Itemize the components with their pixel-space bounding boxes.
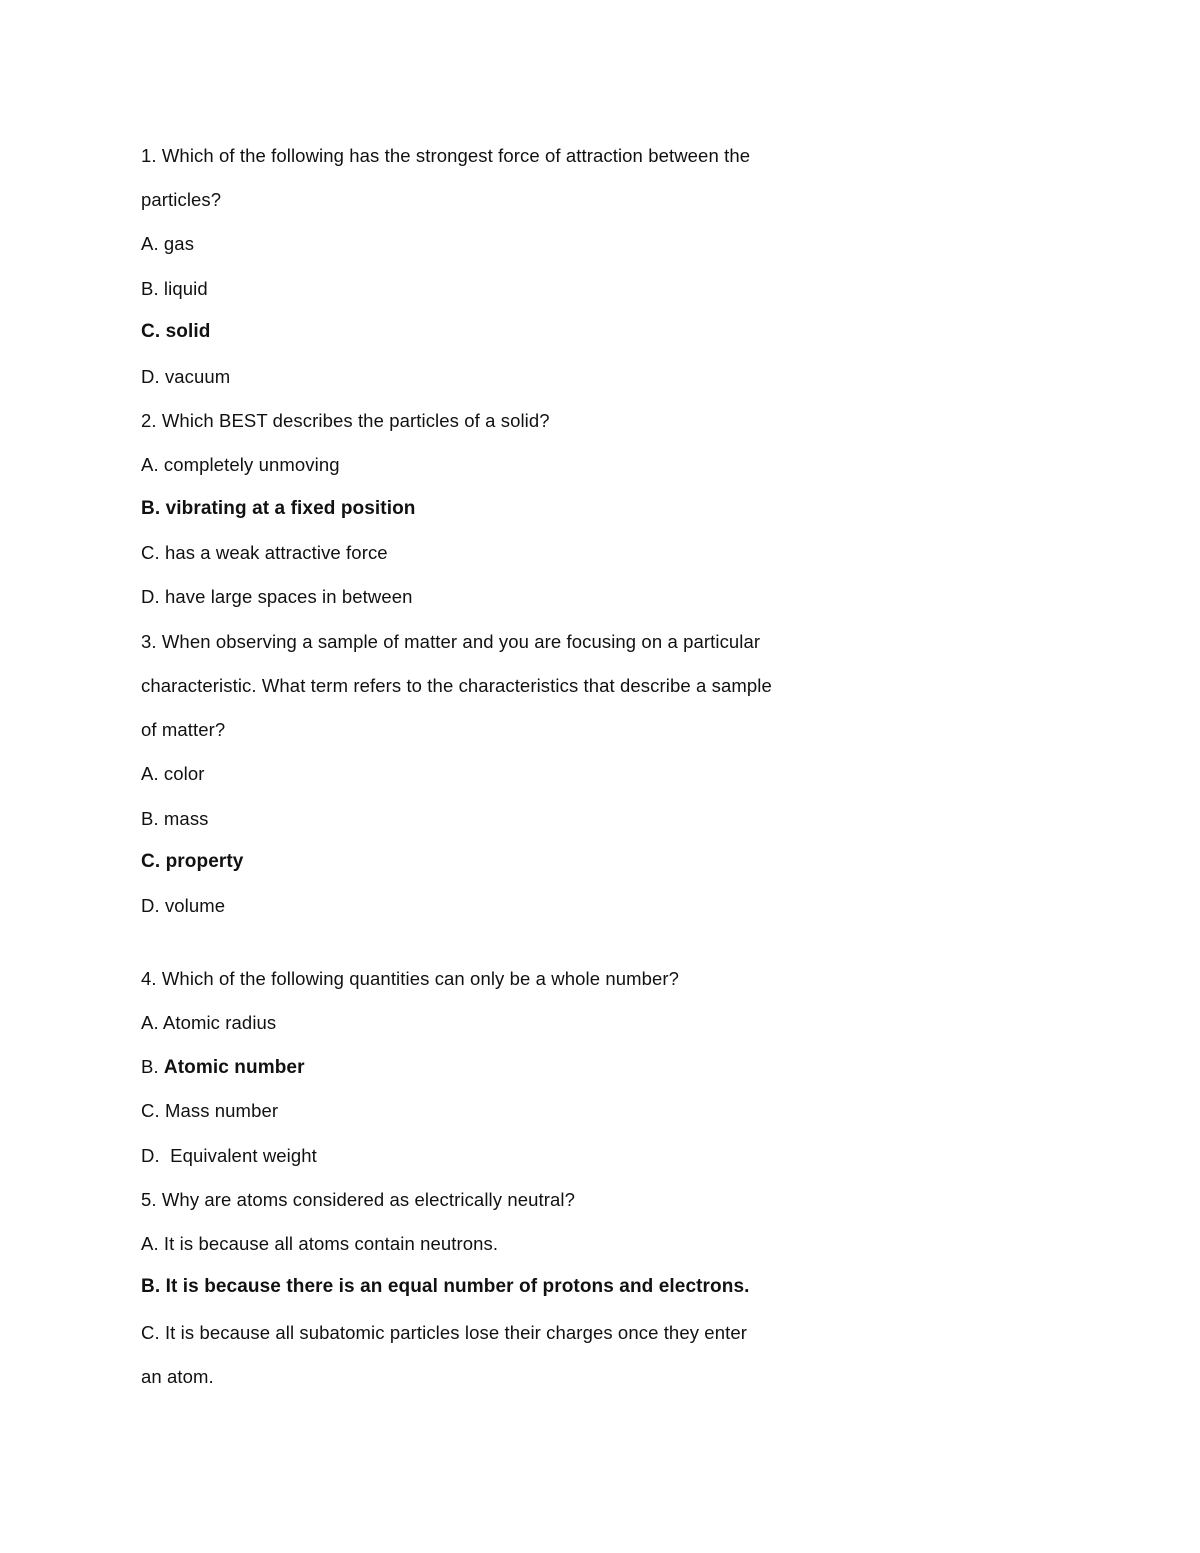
question-4-choice-c: C. Mass number xyxy=(141,1100,279,1121)
question-4-text: 4. Which of the following quantities can only be a whole number? xyxy=(141,968,680,989)
question-1-choice-b: B. liquid xyxy=(141,278,208,299)
question-2-text: 2. Which BEST describes the particles of a solid? xyxy=(141,410,550,431)
question-5-choice-a: A. It is because all atoms contain neutrons. xyxy=(141,1233,499,1254)
question-3-choice-b: B. mass xyxy=(141,808,209,829)
question-1-choice-d: D. vacuum xyxy=(141,366,231,387)
question-3-text-line-2: characteristic. What term refers to the characteristics that describe a sample xyxy=(141,675,772,696)
question-4-choice-b-text: Atomic number xyxy=(163,1057,305,1078)
question-1-choice-c-answer: C. solid xyxy=(141,321,211,342)
question-5-choice-c-line-2: an atom. xyxy=(141,1366,214,1387)
question-1-choice-a: A. gas xyxy=(141,233,195,254)
question-4-choice-b-prefix: B. xyxy=(141,1056,164,1077)
question-4-choice-a: A. Atomic radius xyxy=(141,1012,277,1033)
question-3-text-line-1: 3. When observing a sample of matter and you are focusing on a particular xyxy=(141,631,761,652)
question-1-text-line-2: particles? xyxy=(141,189,222,210)
question-5-choice-b-answer: B. It is because there is an equal number of protons and electrons. xyxy=(141,1276,750,1297)
question-4-choice-b-answer xyxy=(141,1055,305,1080)
question-3-text-line-3: of matter? xyxy=(141,719,226,740)
question-2-choice-d: D. have large spaces in between xyxy=(141,586,413,607)
question-1-text-line-1: 1. Which of the following has the strongest force of attraction between the xyxy=(141,145,751,166)
question-3-choice-a: A. color xyxy=(141,763,205,784)
question-3-choice-d: D. volume xyxy=(141,895,226,916)
question-5-choice-c-line-1: C. It is because all subatomic particles lose their charges once they enter xyxy=(141,1322,747,1343)
question-4-choice-d: D. Equivalent weight xyxy=(141,1145,317,1166)
question-3-choice-c-answer: C. property xyxy=(141,851,244,872)
question-2-choice-c: C. has a weak attractive force xyxy=(141,542,388,563)
question-2-choice-b-answer: B. vibrating at a fixed position xyxy=(141,498,416,519)
question-5-text: 5. Why are atoms considered as electrically neutral? xyxy=(141,1189,575,1210)
question-2-choice-a: A. completely unmoving xyxy=(141,454,340,475)
